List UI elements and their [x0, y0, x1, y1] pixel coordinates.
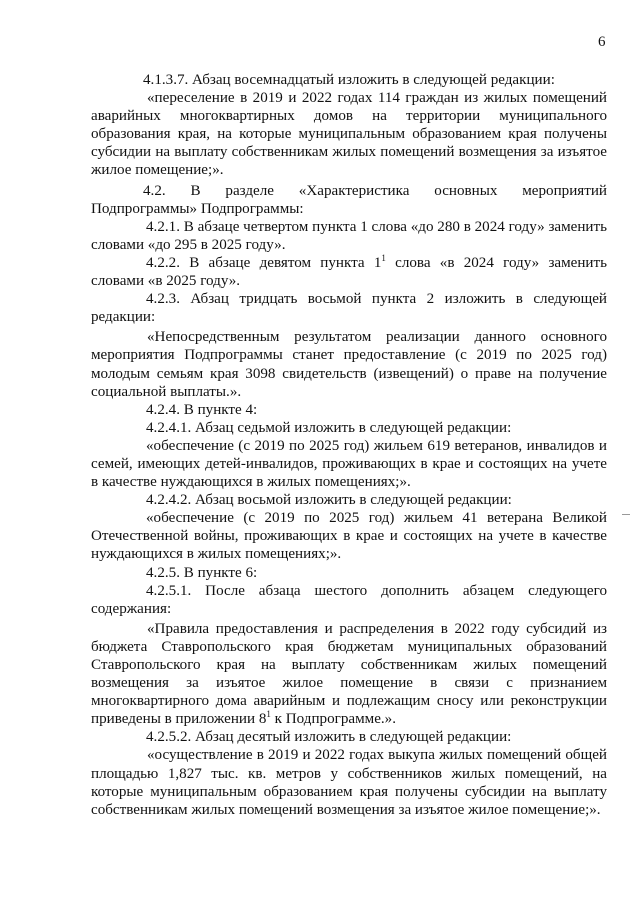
paragraph: «обеспечение (с 2019 по 2025 год) жильем 619 ветеранов, инвалидов и семей, имеющих детей-инвалидов, проживающих в крае и состоящих на учете в качестве нуждающихся в жилых помещениях;».: [91, 437, 607, 491]
paragraph: 4.2.1. В абзаце четвертом пункта 1 слова «до 280 в 2024 году» заменить словами «до 295 в 2025 году».: [91, 218, 607, 253]
paragraph: 4.2.5.2. Абзац десятый изложить в следующей редакции:: [146, 729, 512, 746]
superscript: 1: [381, 252, 386, 263]
paragraph: 4.2.5. В пункте 6:: [146, 564, 258, 581]
paragraph: 4.2.4.1. Абзац седьмой изложить в следующей редакции:: [146, 419, 512, 436]
page-number: 6: [598, 34, 606, 50]
paragraph: 4.2.4.2. Абзац восьмой изложить в следующей редакции:: [146, 492, 512, 509]
quoted-paragraph: «осуществление в 2019 и 2022 годах выкупа жилых помещений общей площадью 1,827 тыс. кв. метров у собственников жилых помещений, на которые муниципальным образованием края получены субсидии на выплату собственникам жилых помещений возмещения за изъятое жилое помещение;».: [91, 747, 607, 818]
paragraph: [91, 254, 607, 290]
quoted-paragraph: «Непосредственным результатом реализации данного основного мероприятия Подпрограммы станет предоставление (с 2019 по 2025 год) молодым семьям края 3098 свидетельств (извещений) о праве на получение социальной выплаты.».: [91, 329, 607, 400]
paragraph-text: 4.2.2. В абзаце девятом пункта 1: [146, 254, 382, 271]
paragraph: 4.1.3.7. Абзац восемнадцатый изложить в следующей редакции:: [143, 72, 555, 88]
quoted-paragraph: «переселение в 2019 и 2022 годах 114 граждан из жилых помещений аварийных многоквартирных домов на территории муниципального образования края, на которые муниципальным образованием края получены субсидии на выплату собственникам жилых помещений возмещения за изъятое жилое помещение;».: [91, 90, 607, 179]
paragraph-text: к Подпрограмме.».: [270, 711, 396, 728]
quoted-paragraph: [91, 620, 607, 729]
scan-edge-mark: [622, 514, 630, 515]
paragraph: 4.2.5.1. После абзаца шестого дополнить абзацем следующего содержания:: [91, 582, 607, 617]
paragraph: 4.2.3. Абзац тридцать восьмой пункта 2 изложить в следующей редакции:: [91, 291, 607, 326]
paragraph: 4.2. В разделе «Характеристика основных мероприятий Подпрограммы» Подпрограммы:: [91, 182, 607, 217]
document-body: [91, 71, 607, 819]
paragraph-text: слова «в 2024 году» заменить словами «в 2025 году».: [91, 254, 607, 290]
superscript: 1: [266, 709, 271, 720]
paragraph-text: «Правила предоставления и распределения в 2022 году субсидий из бюджета Ставропольского края бюджетам муниципальных образований Ставропольского края на выплату собственникам жилых помещений возмещения за изъятое жилое помещение в связи с признанием многоквартирного дома аварийным и подлежащим сносу или реконструкции приведены в приложении 8: [91, 620, 607, 728]
paragraph: 4.2.4. В пункте 4:: [146, 401, 258, 418]
paragraph: «обеспечение (с 2019 по 2025 год) жильем 41 ветерана Великой Отечественной войны, проживающих в крае и состоящих на учете в качестве нуждающихся в жилых помещениях;».: [91, 510, 607, 563]
